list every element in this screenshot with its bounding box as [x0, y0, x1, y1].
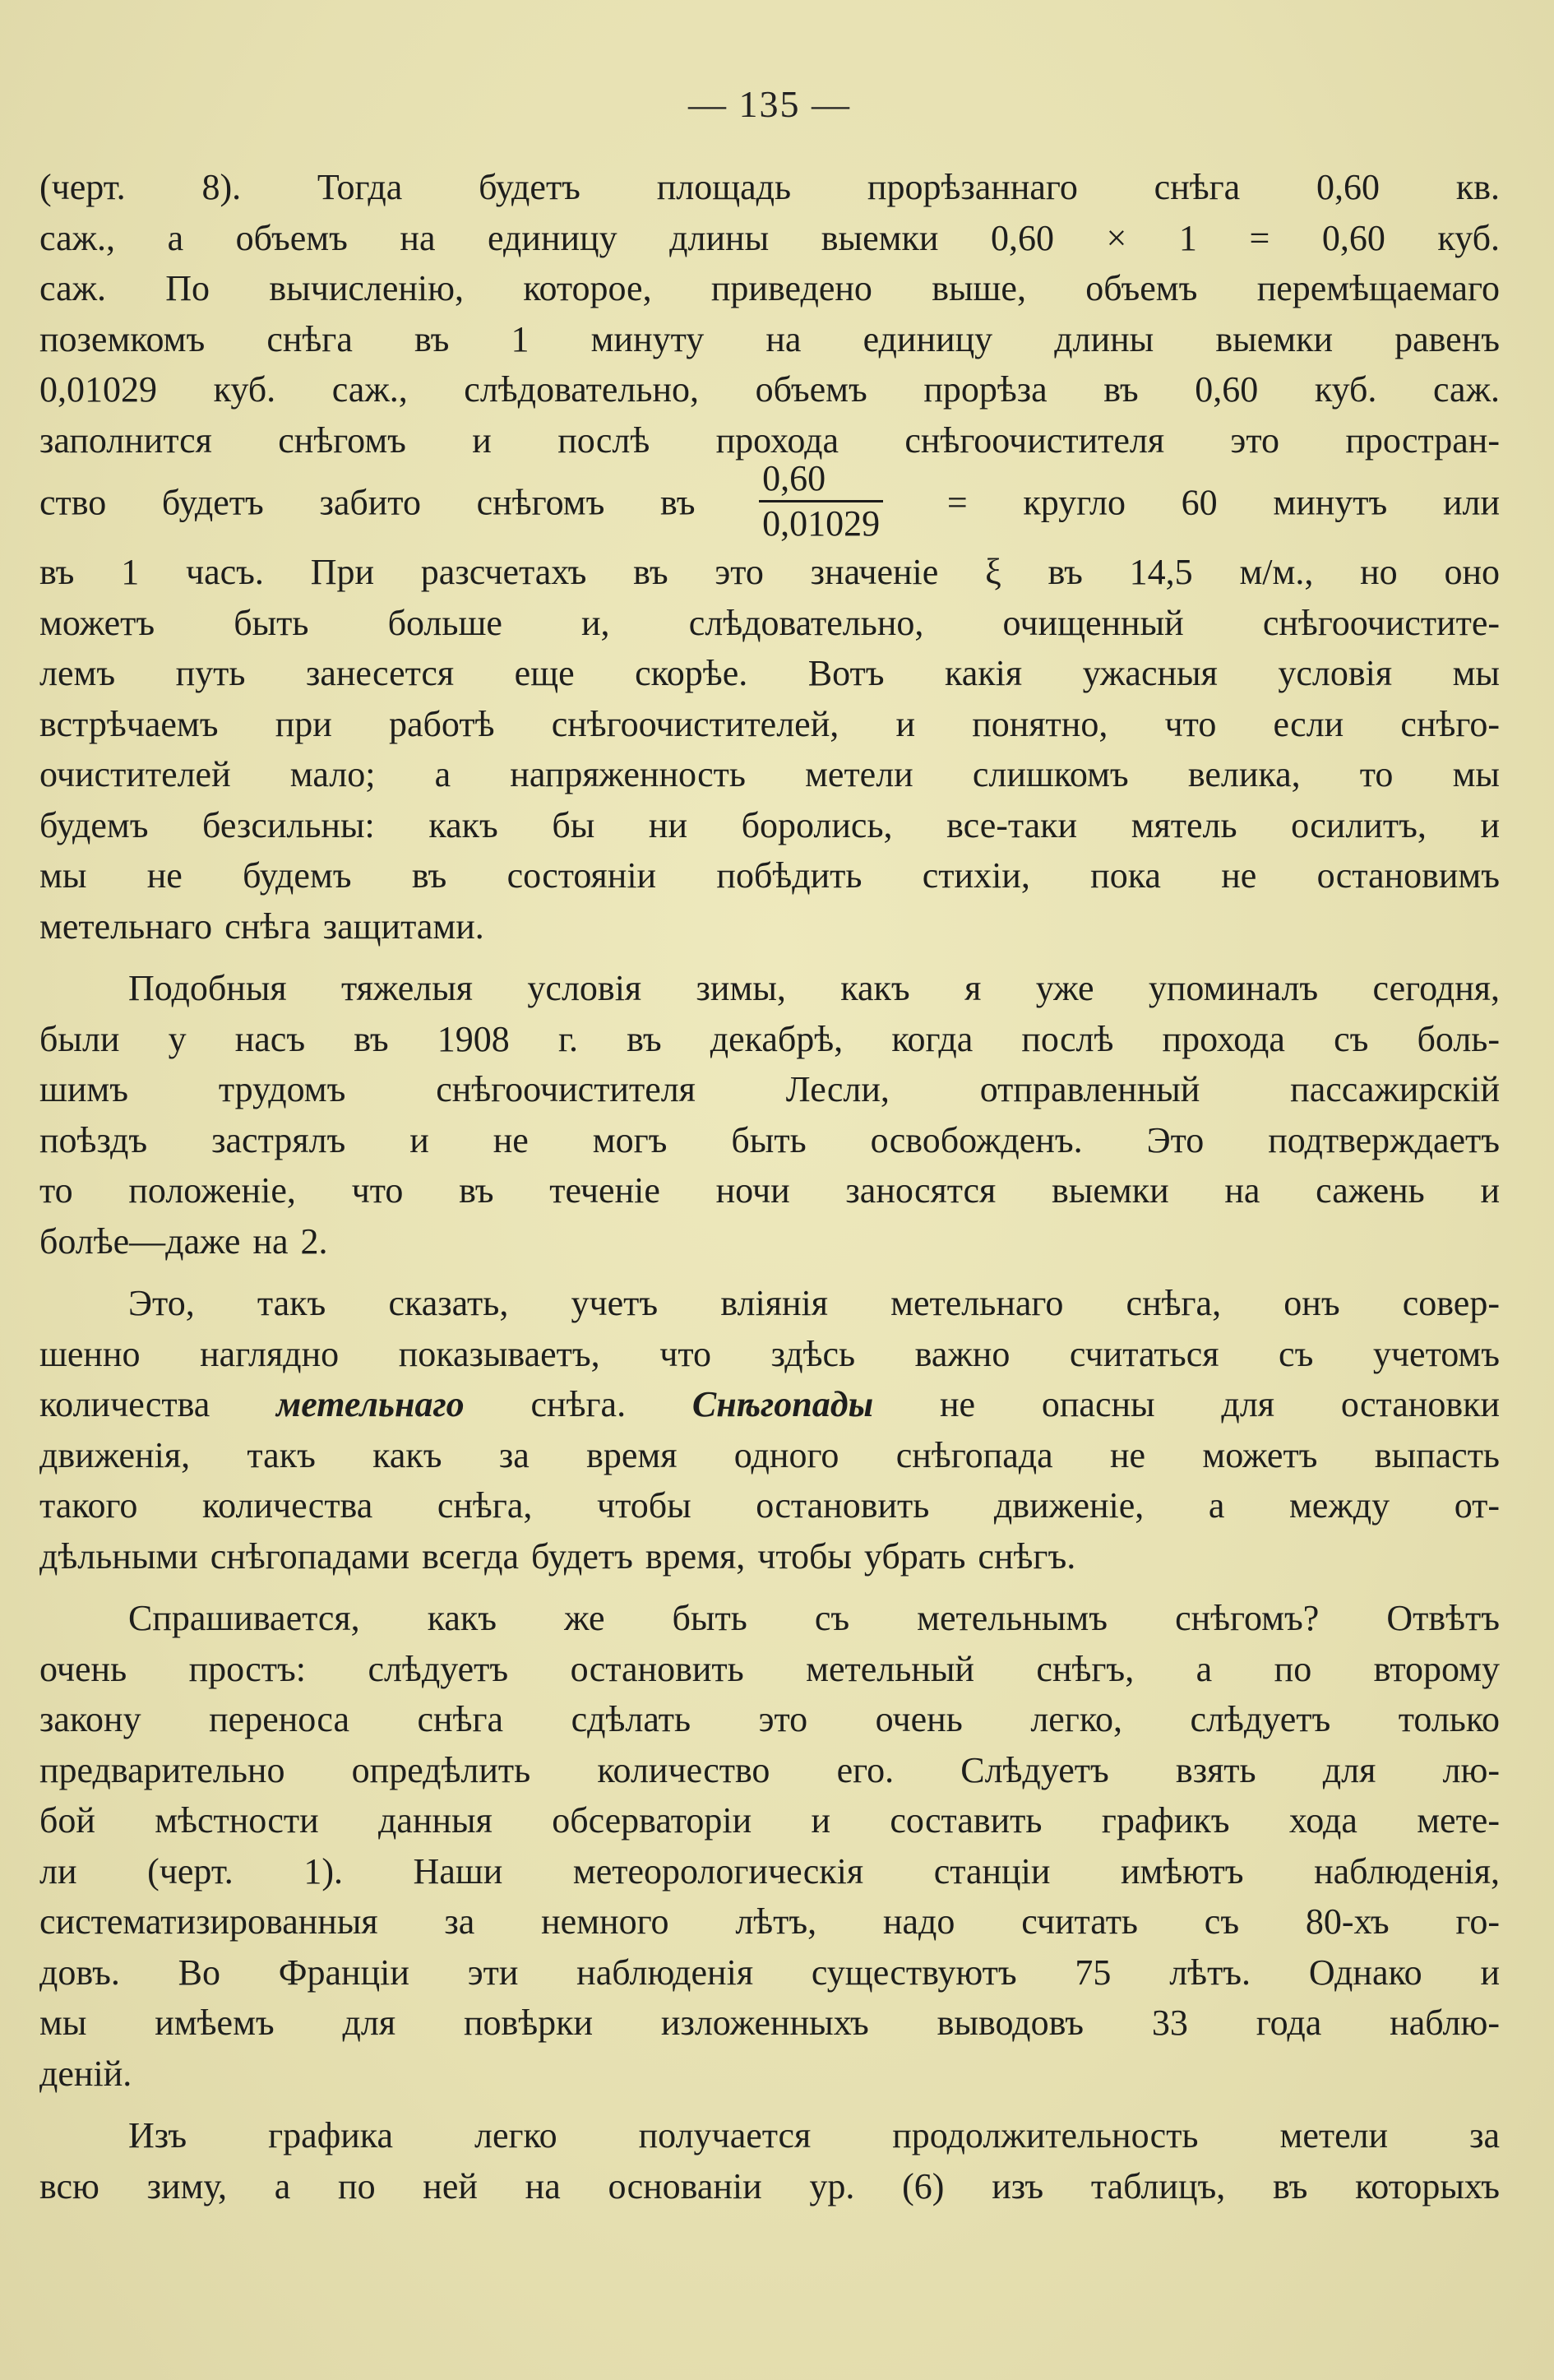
paragraph [39, 1593, 1500, 2099]
text-line: очень простъ: слѣдуетъ остановить метельный снѣгъ, а по второму [39, 1648, 1500, 1689]
fraction-line-before: ство будетъ забито снѣгомъ въ [39, 482, 696, 523]
paragraph [39, 2110, 1500, 2211]
text-segment: снѣга. [530, 1384, 627, 1424]
text-line: метельнаго снѣга защитами. [39, 905, 484, 947]
text-line: лемъ путь занесется еще скорѣе. Вотъ какія ужасныя условія мы [39, 653, 1500, 693]
text-line: будемъ безсильны: какъ бы ни боролись, все-таки мятель осилитъ, и [39, 804, 1500, 845]
text-line: Изъ графика легко получается продолжительность метели за [128, 2115, 1500, 2155]
text-line: всю зиму, а по ней на основаніи ур. (6) изъ таблицъ, въ которыхъ [39, 2165, 1500, 2206]
text-line: саж. По вычисленію, которое, приведено выше, объемъ перемѣщаемаго [39, 268, 1500, 308]
text-line [39, 1379, 1500, 1430]
text-line: въ 1 часъ. При разсчетахъ въ это значеніе ξ въ 14,5 м/м., но оно [39, 552, 1500, 592]
fraction-numerator: 0,60 [759, 461, 883, 502]
text-line: мы имѣемъ для повѣрки изложенныхъ выводовъ 33 года наблю- [39, 2003, 1500, 2043]
text-line: довъ. Во Франціи эти наблюденія существуютъ 75 лѣтъ. Однако и [39, 1952, 1500, 1993]
text-line: систематизированныя за немного лѣтъ, надо считать съ 80-хъ го- [39, 1901, 1500, 1942]
text-line: Это, такъ сказать, учетъ вліянія метельнаго снѣга, онъ совер- [128, 1283, 1500, 1323]
text-line: заполнится снѣгомъ и послѣ прохода снѣгоочистителя это простран- [39, 419, 1500, 461]
emphasis-text: Снѣгопады [691, 1384, 874, 1424]
text-line: 0,01029 куб. саж., слѣдовательно, объемъ прорѣза въ 0,60 куб. саж. [39, 369, 1500, 410]
text-line: Подобныя тяжелыя условія зимы, какъ я уже упоминалъ сегодня, [128, 968, 1500, 1008]
paragraph [39, 1278, 1500, 1581]
text-line: движенія, такъ какъ за время одного снѣгопада не можетъ выпасть [39, 1434, 1500, 1475]
fraction-line [39, 458, 1501, 547]
text-line: болѣе—даже на 2. [39, 1220, 328, 1262]
text-line: были у насъ въ 1908 г. въ декабрѣ, когда послѣ прохода съ боль- [39, 1018, 1500, 1059]
text-line: такого количества снѣга, чтобы остановить движеніе, а между от- [39, 1485, 1500, 1526]
fraction-denominator: 0,01029 [762, 503, 881, 544]
emphasis-text: метельнаго [276, 1384, 465, 1424]
text-line: деній. [39, 2053, 132, 2094]
text-line: саж., а объемъ на единицу длины выемки 0,60 × 1 = 0,60 куб. [39, 217, 1500, 258]
text-line: Спрашивается, какъ же быть съ метельнымъ снѣгомъ? Отвѣтъ [128, 1598, 1500, 1638]
text-line: мы не будемъ въ состояніи побѣдить стихіи, пока не остановимъ [39, 855, 1500, 896]
text-line: можетъ быть больше и, слѣдовательно, очищенный снѣгоочистите- [39, 602, 1500, 643]
text-line: поземкомъ снѣга въ 1 минуту на единицу длины выемки равенъ [39, 318, 1500, 359]
fraction-line-after: = кругло 60 минутъ или [946, 482, 1501, 523]
fraction [759, 458, 883, 544]
page-number: — 135 — [688, 83, 851, 125]
text-line: то положеніе, что въ теченіе ночи заносятся выемки на сажень и [39, 1170, 1500, 1211]
text-line: предварительно опредѣлить количество его. Слѣдуетъ взять для лю- [39, 1749, 1500, 1790]
text-line: очистителей мало; а напряженность метели слишкомъ велика, то мы [39, 754, 1500, 794]
text-segment: количества [39, 1384, 210, 1424]
text-line: шимъ трудомъ снѣгоочистителя Лесли, отправленный пассажирскій [39, 1069, 1500, 1109]
text-line: ли (черт. 1). Наши метеорологическія станціи имѣютъ наблюденія, [39, 1850, 1500, 1891]
text-line: бой мѣстности данныя обсерваторіи и составить графикъ хода мете- [39, 1800, 1500, 1841]
paragraph [39, 162, 1500, 952]
text-segment: не опасны для остановки [939, 1384, 1501, 1424]
text-line: встрѣчаемъ при работѣ снѣгоочистителей, и понятно, что если снѣго- [39, 703, 1500, 744]
text-line: поѣздъ застрялъ и не могъ быть освобожденъ. Это подтверждаетъ [39, 1119, 1500, 1160]
paragraph [39, 963, 1500, 1266]
text-line: дѣльными снѣгопадами всегда будетъ время, чтобы убрать снѣгъ. [39, 1535, 1076, 1577]
text-line: (черт. 8). Тогда будетъ площадь прорѣзаннаго снѣга 0,60 кв. [39, 167, 1500, 207]
text-line: закону переноса снѣга сдѣлать это очень легко, слѣдуетъ только [39, 1699, 1500, 1739]
text-line: шенно наглядно показываетъ, что здѣсь важно считаться съ учетомъ [39, 1333, 1500, 1374]
body-text [39, 162, 1500, 2211]
